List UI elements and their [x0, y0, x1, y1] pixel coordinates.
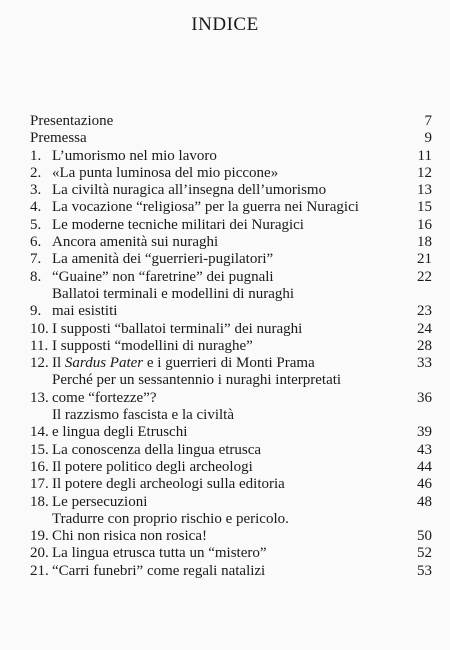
toc-entry-title	[52, 234, 411, 251]
toc-entry-page-number: 21	[417, 251, 432, 268]
toc-entry-title-line: Il potere degli archeologi sulla editoria	[52, 476, 285, 493]
toc-entry-title	[52, 251, 411, 268]
toc-entry-number: 7.	[30, 251, 42, 268]
toc-entry-title	[52, 563, 411, 580]
toc-entry-title-line: La lingua etrusca tutta un “mistero”	[52, 545, 267, 562]
toc-entry-title-line: Le persecuzioni	[52, 493, 148, 510]
toc-entry-title	[52, 372, 411, 407]
toc-entry-title-line: Ballatoi terminali e modellini di nuraghi	[52, 285, 295, 302]
toc-entry-page-number: 18	[417, 234, 432, 251]
toc-entry-page-number: 50	[417, 528, 432, 545]
toc-entry-number: 15.	[30, 441, 49, 458]
toc-entry-number: 21.	[30, 562, 49, 579]
toc-entry-number: 11.	[30, 337, 49, 354]
toc-entry	[30, 165, 432, 182]
toc-entry-page-number: 11	[417, 147, 432, 164]
toc-entry-title-line: I supposti “ballatoi terminali” dei nuraghi	[52, 320, 303, 337]
toc-entry-title-line: come “fortezze”?	[52, 389, 157, 406]
toc-entry	[30, 511, 432, 546]
toc-entry-title-line: Tradurre con proprio rischio e pericolo.	[52, 510, 289, 527]
toc-entry-page-number: 52	[417, 545, 432, 562]
toc-entry	[30, 269, 432, 286]
toc-entry-title-line: Premessa	[30, 130, 87, 147]
toc-entry-title-line: mai esistiti	[52, 303, 118, 320]
toc-entry-page-number: 28	[417, 337, 432, 354]
toc-entry	[30, 217, 432, 234]
toc-entry-page-number: 24	[417, 320, 432, 337]
toc-entry	[30, 338, 432, 355]
toc-entry-title	[52, 199, 411, 216]
toc-entry-page-number: 36	[417, 389, 432, 406]
toc-entry-number: 8.	[30, 268, 42, 285]
toc-entry-title	[52, 511, 411, 546]
toc-entry	[30, 372, 432, 407]
toc-entry-page-number: 16	[417, 216, 432, 233]
toc-entry	[30, 182, 432, 199]
toc-entry	[30, 545, 432, 562]
toc-entry	[30, 442, 432, 459]
toc-entry-title-line: La conoscenza della lingua etrusca	[52, 441, 262, 458]
toc-entry-page-number: 33	[417, 355, 432, 372]
toc-entry-title	[52, 355, 411, 372]
toc-entry-title-line: Il potere politico degli archeologi	[52, 458, 253, 475]
toc-entry	[30, 494, 432, 511]
toc-entry-title	[52, 269, 411, 286]
toc-entry-page-number: 46	[417, 476, 432, 493]
toc-entry-title	[52, 494, 411, 511]
toc-entry-title	[52, 459, 411, 476]
toc-entry-title-line: Il razzismo fascista e la civiltà	[52, 407, 234, 424]
toc-entry-page-number: 13	[417, 182, 432, 199]
toc-entry-title	[52, 217, 411, 234]
toc-entry-title	[52, 338, 411, 355]
toc-entry-page-number: 43	[417, 441, 432, 458]
toc-entry-page-number: 23	[417, 303, 432, 320]
toc-entry-page-number: 12	[417, 164, 432, 181]
toc-entry-title	[52, 165, 411, 182]
toc-entry	[30, 234, 432, 251]
toc-entry-number: 1.	[30, 147, 42, 164]
toc-entry	[30, 148, 432, 165]
toc-entry-title	[52, 148, 412, 165]
toc-entry-page-number: 7	[424, 113, 432, 129]
toc-entry	[30, 459, 432, 476]
toc-entry-number: 17.	[30, 476, 49, 493]
toc-entry-title-line: “Carri funebri” come regali natalizi	[52, 562, 266, 579]
toc-entry-title-line: La amenità dei “guerrieri-pugilatori”	[52, 251, 274, 268]
toc-entry-page-number: 44	[417, 458, 432, 475]
toc-entry-title	[52, 545, 411, 562]
toc-entry-title-line: «La punta luminosa del mio piccone»	[52, 164, 279, 181]
toc-entry-number: 14.	[30, 424, 49, 441]
toc-entry-page-number: 39	[417, 424, 432, 441]
toc-entry-number: 13.	[30, 389, 49, 406]
toc-entry-number: 2.	[30, 164, 42, 181]
toc-entry-title	[52, 286, 411, 321]
toc-entry	[30, 355, 432, 372]
toc-entry	[30, 563, 432, 580]
table-of-contents	[30, 113, 432, 580]
toc-entry	[30, 321, 432, 338]
toc-entry-title	[52, 442, 411, 459]
toc-entry-number: 9.	[30, 303, 42, 320]
toc-entry-page-number: 15	[417, 199, 432, 216]
toc-entry-title	[52, 321, 411, 338]
toc-entry-number: 19.	[30, 528, 49, 545]
toc-entry-page-number: 48	[417, 493, 432, 510]
toc-entry-page-number: 22	[417, 268, 432, 285]
toc-entry-title-line: Perché per un sessantennio i nuraghi interpretati	[52, 372, 342, 389]
toc-entry-title	[52, 182, 411, 199]
toc-entry	[30, 199, 432, 216]
toc-entry	[30, 130, 432, 147]
toc-entry	[30, 407, 432, 442]
toc-entry-number: 12.	[30, 355, 49, 372]
toc-entry-title	[30, 113, 419, 130]
toc-entry-page-number: 53	[417, 562, 432, 579]
toc-entry	[30, 476, 432, 493]
toc-entry-title	[52, 476, 411, 493]
toc-entry-title-line: Presentazione	[30, 113, 114, 129]
toc-entry-title-line: Il Sardus Pater e i guerrieri di Monti Prama	[52, 355, 315, 372]
toc-entry-number: 6.	[30, 234, 42, 251]
toc-entry-page-number: 9	[424, 130, 432, 147]
toc-entry-title	[30, 130, 419, 147]
page-title: INDICE	[191, 14, 259, 35]
toc-entry-number: 3.	[30, 182, 42, 199]
toc-entry-title-line: I supposti “modellini di nuraghe”	[52, 337, 253, 354]
toc-entry-number: 16.	[30, 458, 49, 475]
toc-entry-title-line: La civiltà nuragica all’insegna dell’umorismo	[52, 182, 327, 199]
toc-entry	[30, 251, 432, 268]
toc-entry	[30, 286, 432, 321]
toc-entry-title-line: Chi non risica non rosica!	[52, 528, 207, 545]
toc-entry-title-line: La vocazione “religiosa” per la guerra nei Nuragici	[52, 199, 359, 216]
toc-entry-number: 5.	[30, 216, 42, 233]
toc-entry-number: 20.	[30, 545, 49, 562]
toc-entry-title	[52, 407, 411, 442]
toc-entry	[30, 113, 432, 130]
toc-entry-title-line: Ancora amenità sui nuraghi	[52, 234, 219, 251]
toc-entry-number: 10.	[30, 320, 49, 337]
toc-entry-title-line: L’umorismo nel mio lavoro	[52, 147, 217, 164]
toc-entry-number: 18.	[30, 493, 49, 510]
toc-entry-title-line: Le moderne tecniche militari dei Nuragici	[52, 216, 304, 233]
toc-entry-number: 4.	[30, 199, 42, 216]
toc-entry-title-line: “Guaine” non “faretrine” dei pugnali	[52, 268, 274, 285]
toc-entry-title-line: e lingua degli Etruschi	[52, 424, 188, 441]
